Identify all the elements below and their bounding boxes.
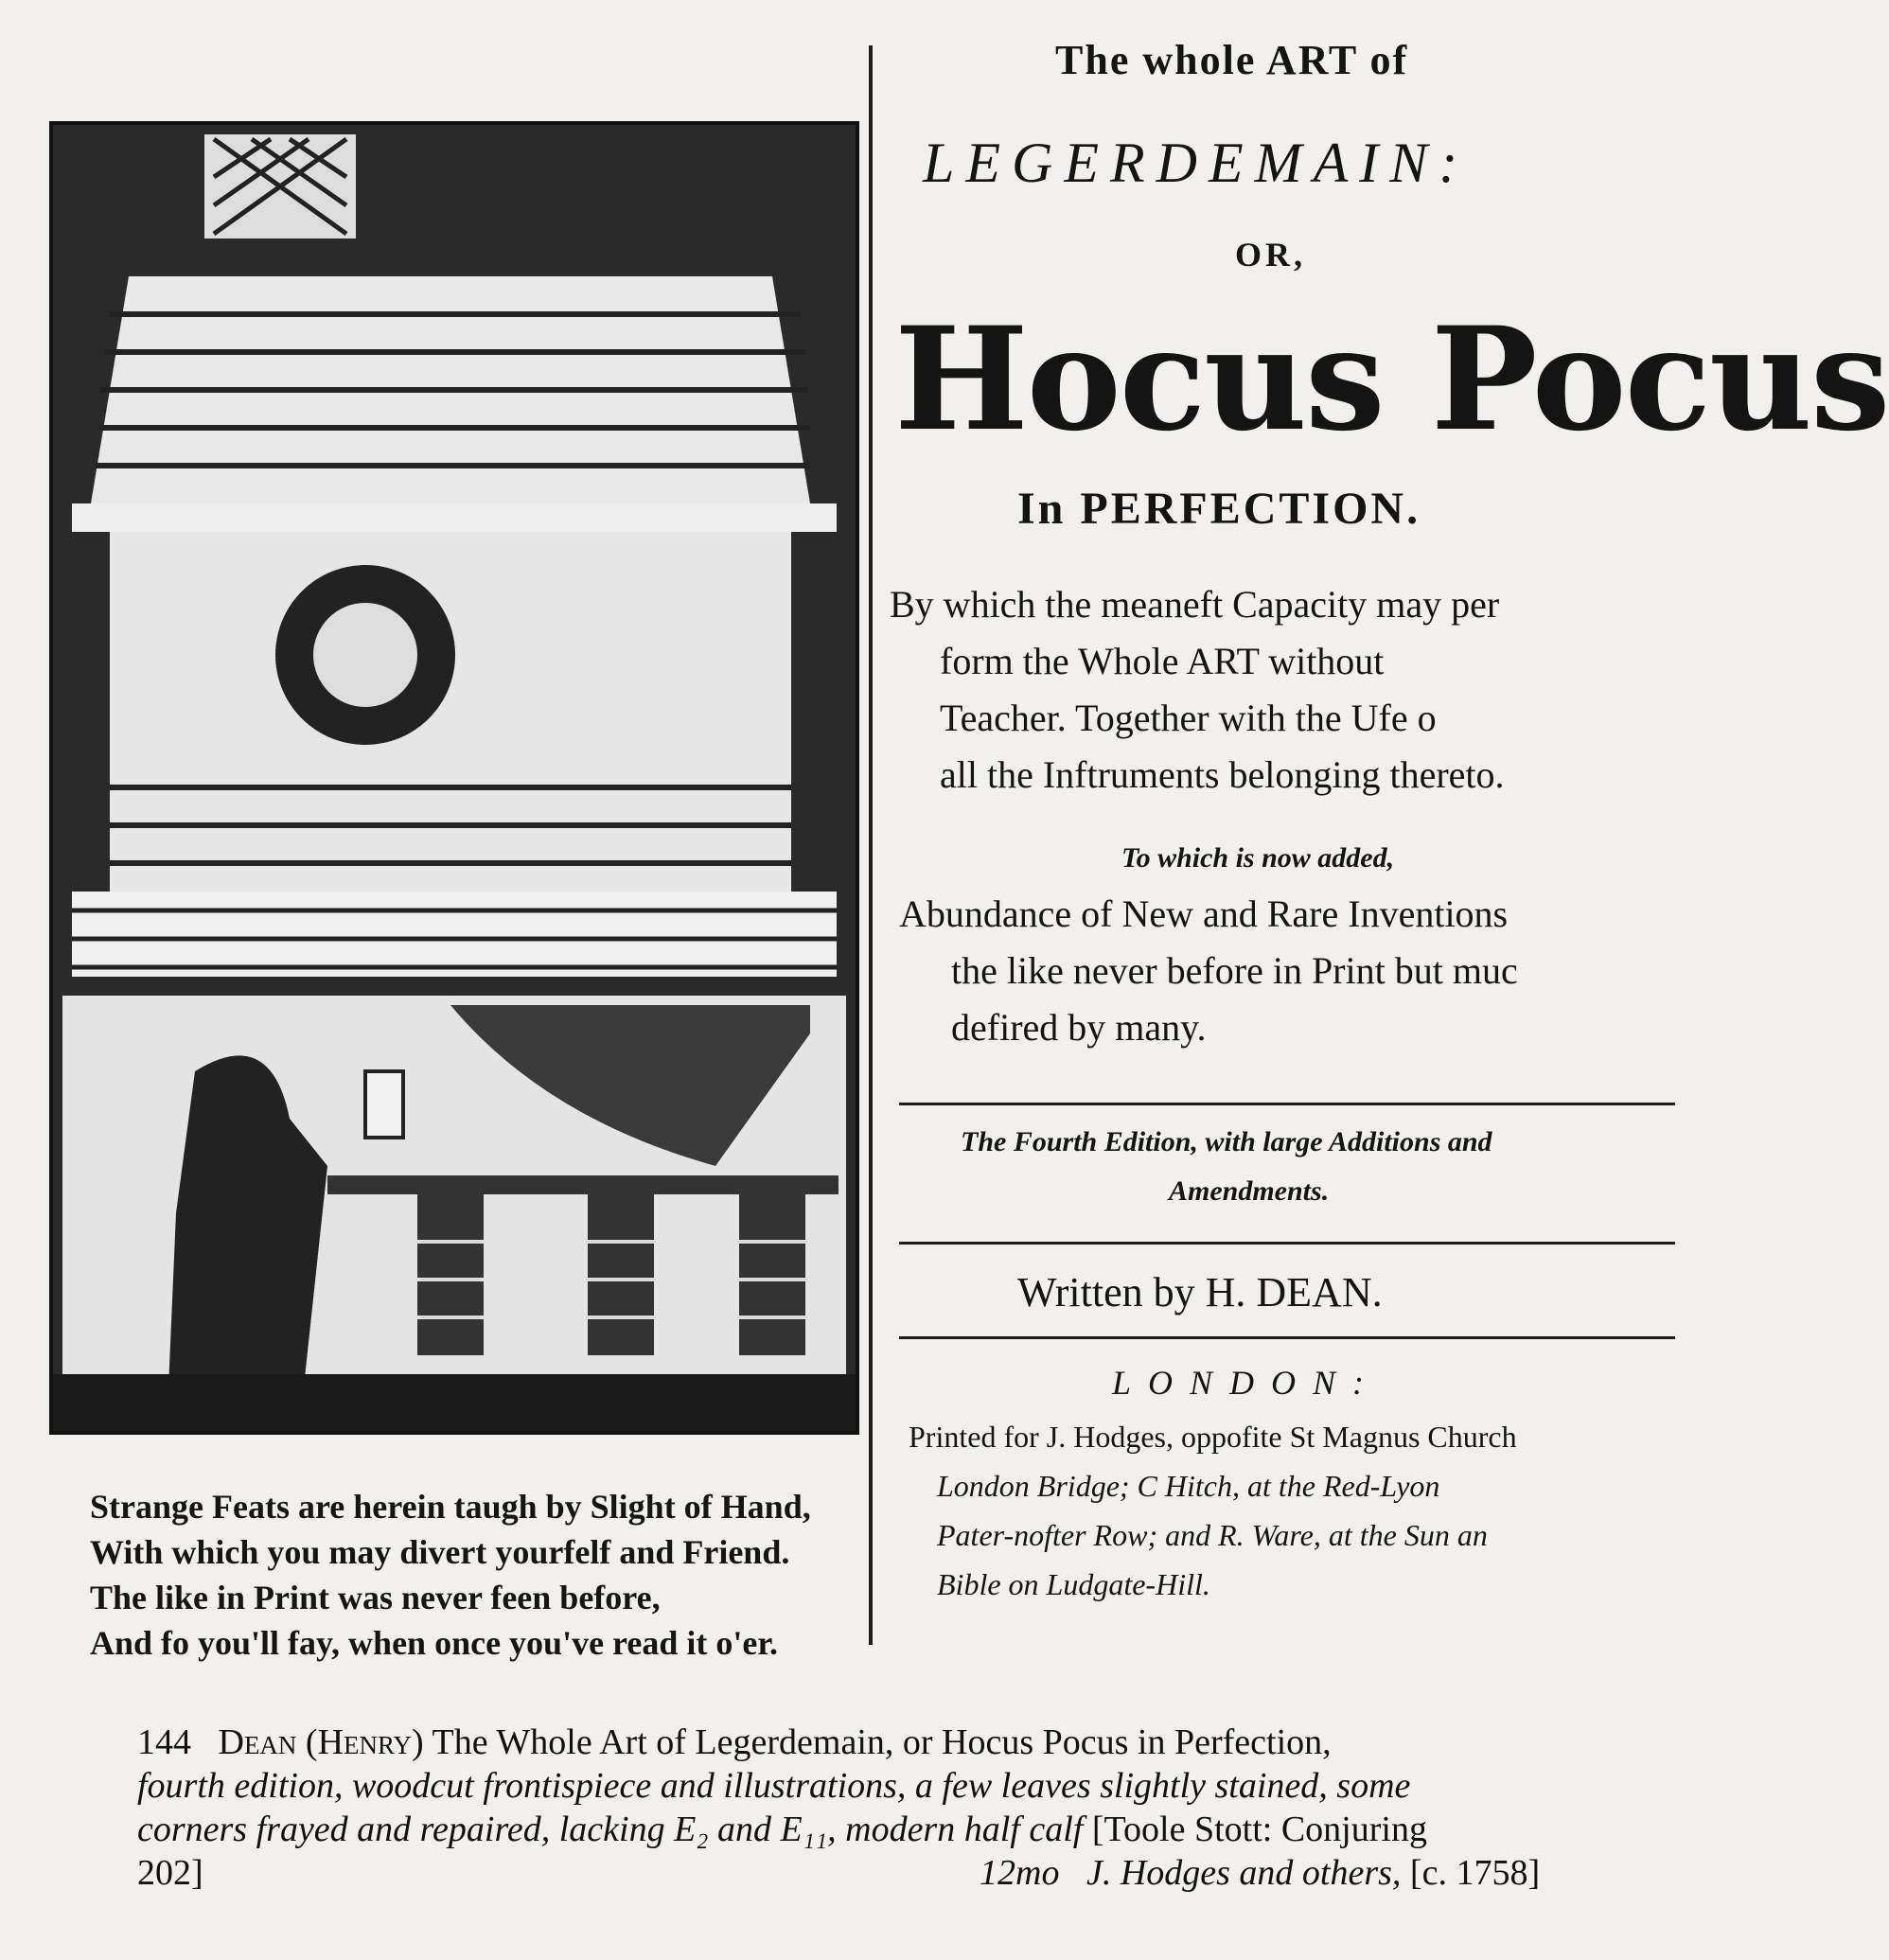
added-line: Abundance of New and Rare Inventions <box>899 892 1509 935</box>
entry-line-4 <box>137 1851 1623 1895</box>
entry-format: 12mo <box>980 1853 1060 1893</box>
imprint-place: LONDON: <box>1112 1364 1382 1402</box>
entry-title: The Whole Art of Legerdemain, or Hocus Pocus in Perfection, <box>432 1722 1332 1762</box>
entry-imprint <box>980 1851 1540 1895</box>
title-line-whole-art: The whole ART of <box>1055 37 1409 83</box>
description-line: By which the meaneft Capacity may per <box>890 583 1500 626</box>
title-rule <box>899 1242 1675 1245</box>
edition-line: Amendments. <box>1169 1175 1330 1207</box>
added-line: defired by many. <box>951 1006 1207 1049</box>
added-line: the like never before in Print but muc <box>951 949 1518 992</box>
entry-publisher: J. Hodges and others, <box>1086 1853 1402 1893</box>
entry-reference: [Toole Stott: Conjuring <box>1091 1810 1427 1849</box>
verse-line: Strange Feats are herein taugh by Slight of Hand, <box>90 1488 811 1526</box>
imprint-line: London Bridge; C Hitch, at the Red-Lyon <box>937 1469 1440 1503</box>
edition-line: The Fourth Edition, with large Additions and <box>961 1126 1492 1157</box>
entry-line-2: fourth edition, woodcut frontispiece and illustrations, a few leaves slightly stained, some <box>137 1766 1411 1806</box>
title-line-legerdemain: LEGERDEMAIN: <box>923 132 1470 194</box>
title-rule <box>899 1336 1675 1339</box>
author-line: Written by H. DEAN. <box>1017 1269 1383 1315</box>
verse-line: With which you may divert yourfelf and Friend. <box>90 1533 790 1571</box>
entry-condition: corners frayed and repaired, lacking E₂ and E₁₁, modern half calf <box>137 1810 1084 1849</box>
lot-number: 144 <box>137 1722 191 1762</box>
verse-line: And fo you'll fay, when once you've read it o'er. <box>90 1624 779 1662</box>
title-rule <box>899 1103 1675 1105</box>
description-line: Teacher. Together with the Ufe o <box>940 697 1437 739</box>
frontispiece-woodcut <box>49 121 859 1435</box>
title-line-or: OR, <box>1235 236 1306 274</box>
frontispiece-verse <box>90 1484 866 1666</box>
entry-date: [c. 1758] <box>1409 1853 1541 1893</box>
title-line-hocus-pocus: Hocus Pocus <box>894 296 1889 463</box>
description-line: all the Inftruments belonging thereto. <box>940 753 1505 796</box>
verse-line: The like in Print was never feen before, <box>90 1579 661 1616</box>
entry-author: Dean (Henry) <box>218 1722 424 1762</box>
entry-line-3 <box>137 1808 1623 1851</box>
catalogue-entry <box>137 1721 1623 1895</box>
added-intro: To which is now added, <box>1121 842 1395 874</box>
title-line-in-perfection: In PERFECTION. <box>1017 484 1421 534</box>
entry-reference-end: 202] <box>137 1853 203 1893</box>
entry-line-1 <box>137 1721 1623 1764</box>
title-page <box>885 28 1889 1637</box>
imprint-line: Pater-nofter Row; and R. Ware, at the Sun an <box>937 1518 1488 1552</box>
imprint-line: Printed for J. Hodges, oppofite St Magnus Church <box>909 1420 1517 1454</box>
gutter-divider <box>869 45 873 1645</box>
imprint-line: Bible on Ludgate-Hill. <box>937 1567 1210 1601</box>
description-line: form the Whole ART without <box>940 640 1385 682</box>
